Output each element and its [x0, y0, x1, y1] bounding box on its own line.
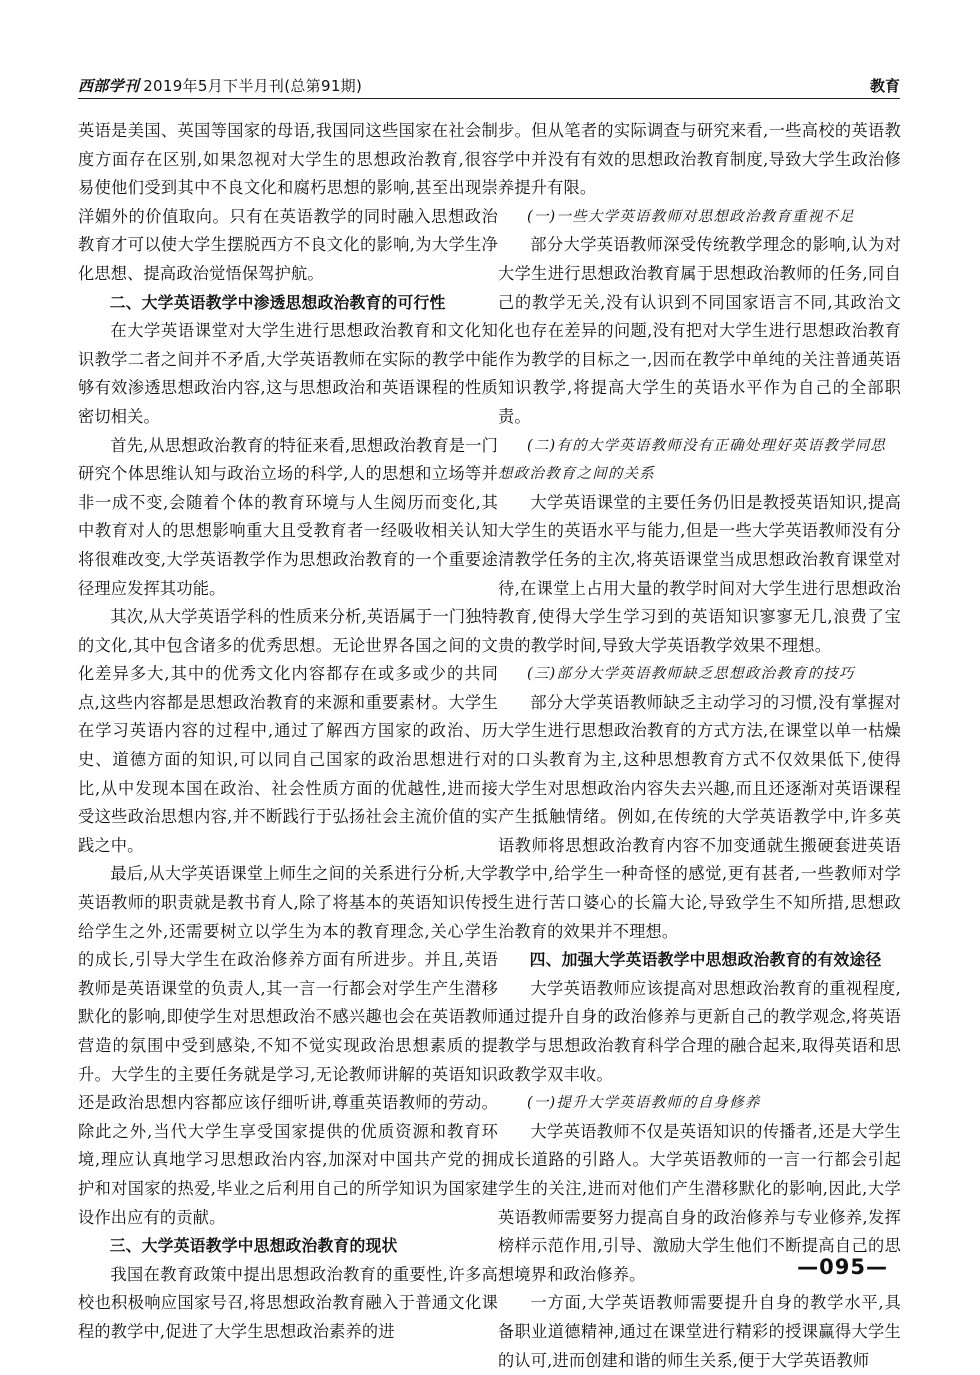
body-paragraph: 部分大学英语教师缺乏主动学习的习惯,没有掌握对大学生进行思想政治教育的方式方法,在课堂以单一枯燥的口头教育为主,这种思想教育方式不仅效果低下,使得大学生对思想政治内容失去兴趣,而且还逐渐对英语课程产生抵触情绪。例如,在传统的大学英语教学中,许多英语教师将思想政治教育内容不加变通就生搬硬套进英语教学中,给学生一种奇怪的感觉,更有甚者,一些教师对学生进行苦口婆心的长篇大论,导致学生不知所措,思想政治教育的效果并不理想。: [498, 692, 901, 941]
body-paragraph: 最后,从大学英语课堂上师生之间的关系进行分析,大学英语教师的职责就是教书育人,除了将基本的英语知识传授给学生之外,还需要树立以学生为本的教育理念,关心学生的成长,引导大学生在政治修养方面有所进步。并且,英语教师是英语课堂的负责人,其一言一行都会对学生产生潜移默化的影响,即使学生对思想政治不感兴趣也会在英语教师营造的氛围中受到感染,不知不觉实现政治思想素质的提升。大学生的主要任务就是学习,无论教师讲解的英语知识还是政治思想内容都应该仔细听讲,尊重英语教师的劳动。除此之外,当代大学生享受国家提供的优质资源和教育环境,理应认真地学习思想政治内容,加深对中国共产党的拥护和对国家的热爱,毕业之后利用自己的所学知识为国家建设作出应有的贡献。: [78, 864, 498, 1227]
journal-logo: 西部学刊: [78, 77, 140, 95]
issue-info: 2019年5月下半月刊(总第91期): [143, 77, 363, 95]
body-paragraph: 首先,从思想政治教育的特征来看,思想政治教育是一门研究个体思维认知与政治立场的科学,人的思想和立场等并非一成不变,会随着个体的教育环境与人生阅历而变化,其中教育对人的思想影响重大且受教育者一经吸收相关认知将很难改变,大学英语教学作为思想政治教育的一个重要途径理应发挥其功能。: [78, 435, 498, 598]
body-paragraph: 大学英语课堂的主要任务仍旧是教授英语知识,提高大学生的英语水平与能力,但是一些大学英语教师没有分清教学任务的主次,将英语课堂当成思想政治教育课堂对待,在课堂上占用大量的教学时间对大学生进行思想政治教育,使得大学生学习到的英语知识寥寥无几,浪费了宝贵的教学时间,导致大学英语教学效果不理想。: [498, 492, 901, 655]
body-paragraph: 步。但从笔者的实际调查与研究来看,一些高校的英语教学中并没有有效的思想政治教育制度,导致大学生政治修养提升有限。: [498, 121, 901, 198]
page-number: —095—: [797, 1255, 888, 1279]
body-paragraph: 部分大学英语教师深受传统教学理念的影响,认为对大学生进行思想政治教育属于思想政治教师的任务,同自己的教学无关,没有认识到不同国家语言不同,其政治文化也存在差异的问题,没有把对大学生进行思想政治教育作为教学的目标之一,因而在教学中单纯的关注普通英语知识教学,将提高大学生的英语水平作为自己的全部职责。: [498, 235, 901, 426]
body-paragraph: 我国在教育政策中提出思想政治教育的重要性,许多高校也积极响应国家号召,将思想政治教育融入于普通文化课程的教学中,促进了大学生思想政治素养的进: [78, 1264, 498, 1341]
body-paragraph: 英语是美国、英国等国家的母语,我国同这些国家在社会制度方面存在区别,如果忽视对大学生的思想政治教育,很容易使他们受到其中不良文化和腐朽思想的影响,甚至出现崇洋媚外的价值取向。只有在英语教学的同时融入思想政治教育才可以使大学生摆脱西方不良文化的影响,为大学生净化思想、提高政治觉悟保驾护航。: [78, 121, 498, 283]
left-column: [78, 117, 498, 1341]
body-paragraph: 大学英语教师不仅是英语知识的传播者,还是大学生成长道路的引路人。大学英语教师的一言一行都会引起学生的关注,进而对他们产生潜移默化的影响,因此,大学英语教师需要努力提高自身的政治修养与专业修养,发挥榜样示范作用,引导、激励大学生他们不断提高自己的思想境界和政治修养。: [498, 1121, 901, 1284]
section-heading: 四、加强大学英语教学中思想政治教育的有效途径: [529, 950, 882, 970]
subsection-heading: (二)有的大学英语教师没有正确处理好英语教学同思想政治教育之间的关系: [498, 437, 887, 483]
body-paragraph: 大学英语教师应该提高对思想政治教育的重视程度,通过提升自身的政治修养与更新自己的教学观念,将英语教学与思想政治教育科学合理的融合起来,取得英语和思政教学双丰收。: [498, 978, 901, 1084]
subsection-heading: (三)部分大学英语教师缺乏思想政治教育的技巧: [527, 666, 855, 683]
section-heading: 三、大学英语教学中思想政治教育的现状: [109, 1236, 398, 1256]
body-paragraph: 其次,从大学英语学科的性质来分析,英语属于一门独特的文化,其中包含诸多的优秀思想。无论世界各国之间的文化差异多大,其中的优秀文化内容都存在或多或少的共同点,这些内容都是思想政治教育的来源和重要素材。大学生在学习英语内容的过程中,通过了解西方国家的政治、历史、道德方面的知识,可以同自己国家的政治思想进行对比,从中发现本国在政治、社会性质方面的优越性,进而接受这些政治思想内容,并不断践行于弘扬社会主流价值的实践之中。: [78, 607, 498, 855]
body-paragraph: 在大学英语课堂对大学生进行思想政治教育和文化知识教学二者之间并不矛盾,大学英语教师在实际的教学中能够有效渗透思想政治内容,这与思想政治和英语课程的性质密切相关。: [78, 321, 498, 426]
subsection-heading: (一)一些大学英语教师对思想政治教育重视不足: [527, 208, 855, 225]
section-heading: 二、大学英语教学中渗透思想政治教育的可行性: [109, 292, 446, 312]
subsection-heading: (一)提升大学英语教师的自身修养: [527, 1095, 761, 1112]
journal-masthead: [78, 76, 362, 96]
body-paragraph: 一方面,大学英语教师需要提升自身的教学水平,具备职业道德精神,通过在课堂进行精彩的授课赢得大学生的认可,进而创建和谐的师生关系,便于大学英语教师: [498, 1293, 901, 1370]
page-header: [78, 76, 900, 99]
right-column: [498, 117, 901, 1370]
section-title: 教育: [869, 77, 900, 95]
